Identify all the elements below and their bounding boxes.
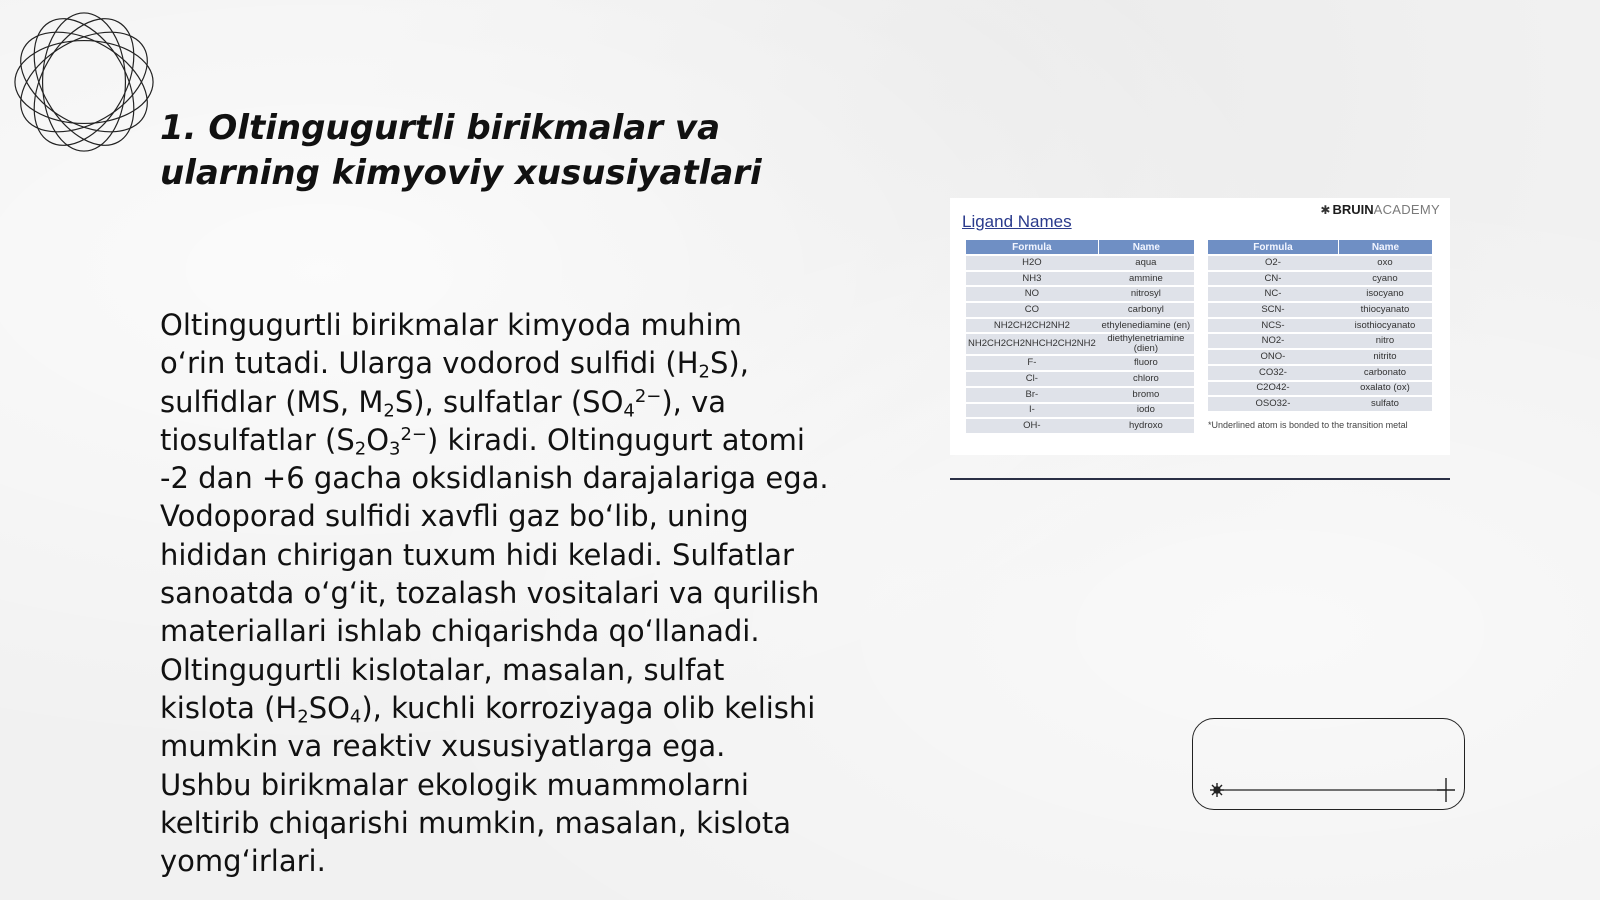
body-line: Ushbu birikmalar ekologik muammolarni xyxy=(160,767,749,802)
formula-cell: NH3 xyxy=(966,272,1098,286)
ligand-table-title: Ligand Names xyxy=(962,212,1072,231)
table-row xyxy=(966,419,1194,433)
ligand-name-cell: hydroxo xyxy=(1098,419,1194,433)
formula-cell: C2O42- xyxy=(1208,382,1338,396)
ligand-name-cell: isocyano xyxy=(1338,287,1432,301)
ligand-footnote: *Underlined atom is bonded to the transition metal xyxy=(1208,420,1408,430)
body-line: tiosulfatlar $(S_2O_3^{2-})$ kiradi. Oltingugurt atomi xyxy=(160,422,805,460)
sun-icon xyxy=(1210,783,1224,797)
brand-logo: ✱ BRUINACADEMY xyxy=(1320,202,1440,217)
table-row xyxy=(1208,350,1432,364)
body-line: sulfidlar (MS, $M_2S$), sulfatlar $(SO_4^{2-})$, va xyxy=(160,384,727,422)
body-line: Oltingugurtli kislotalar, masalan, sulfat xyxy=(160,652,725,687)
column-header-name: Name xyxy=(1098,240,1194,254)
slide-title xyxy=(160,106,800,196)
formula-cell: NCS- xyxy=(1208,319,1338,333)
body-paragraph xyxy=(160,306,850,880)
ligand-name-cell: thiocyanato xyxy=(1338,303,1432,317)
ligand-name-cell: aqua xyxy=(1098,256,1194,270)
formula-cell: CO32- xyxy=(1208,366,1338,380)
column-header-name: Name xyxy=(1338,240,1432,254)
ligand-name-cell: ammine xyxy=(1098,272,1194,286)
ligand-name-cell: cyano xyxy=(1338,272,1432,286)
title-line-1: 1. Oltingugurtli birikmalar va xyxy=(160,108,721,148)
ligand-table-right xyxy=(1208,238,1432,413)
column-header-formula: Formula xyxy=(1208,240,1338,254)
formula-cell: NO xyxy=(966,287,1098,301)
ligand-name-cell: iodo xyxy=(1098,404,1194,418)
table-row xyxy=(966,303,1194,317)
table-row xyxy=(966,372,1194,386)
column-header-formula: Formula xyxy=(966,240,1098,254)
formula-cell: NH2CH2CH2NHCH2CH2NH2 xyxy=(966,334,1098,354)
table-row xyxy=(1208,256,1432,270)
table-row xyxy=(966,334,1194,354)
table-row xyxy=(1208,319,1432,333)
circle-ornament-icon xyxy=(10,8,158,156)
formula-cell: NH2CH2CH2NH2 xyxy=(966,319,1098,333)
table-row xyxy=(966,388,1194,402)
ligand-names-image xyxy=(950,198,1450,455)
ligand-name-cell: carbonyl xyxy=(1098,303,1194,317)
body-line: keltirib chiqarishi mumkin, masalan, kislota xyxy=(160,805,791,840)
table-row xyxy=(966,356,1194,370)
title-line-2: ularning kimyoviy xususiyatlari xyxy=(160,153,762,193)
table-row xyxy=(966,256,1194,270)
formula-cell: Cl- xyxy=(966,372,1098,386)
ligand-name-cell: ethylenediamine (en) xyxy=(1098,319,1194,333)
ligand-name-cell: nitro xyxy=(1338,334,1432,348)
ligand-name-cell: diethylenetriamine (dien) xyxy=(1098,334,1194,354)
body-line: hididan chirigan tuxum hidi keladi. Sulfatlar xyxy=(160,537,794,572)
ligand-table-left xyxy=(966,238,1194,435)
table-row xyxy=(966,319,1194,333)
body-line: -2 dan +6 gacha oksidlanish darajalariga ega. xyxy=(160,461,829,496)
body-line: Vodoporad sulfidi xavfli gaz bo‘lib, uning xyxy=(160,499,749,534)
formula-cell: SCN- xyxy=(1208,303,1338,317)
table-row xyxy=(1208,382,1432,396)
body-line: mumkin va reaktiv xususiyatlarga ega. xyxy=(160,729,726,764)
ligand-name-cell: bromo xyxy=(1098,388,1194,402)
body-line: materiallari ishlab chiqarishda qo‘llanadi. xyxy=(160,614,760,649)
table-row xyxy=(966,287,1194,301)
table-row xyxy=(1208,397,1432,411)
formula-cell: ONO- xyxy=(1208,350,1338,364)
table-row xyxy=(1208,334,1432,348)
formula-cell: OH- xyxy=(966,419,1098,433)
body-line: Oltingugurtli birikmalar kimyoda muhim xyxy=(160,308,742,342)
formula-cell: I- xyxy=(966,404,1098,418)
table-row xyxy=(1208,287,1432,301)
formula-cell: O2- xyxy=(1208,256,1338,270)
table-row xyxy=(966,404,1194,418)
table-row xyxy=(1208,303,1432,317)
formula-cell: OSO32- xyxy=(1208,397,1338,411)
ligand-name-cell: nitrosyl xyxy=(1098,287,1194,301)
ligand-name-cell: isothiocyanato xyxy=(1338,319,1432,333)
divider-line xyxy=(950,478,1450,480)
body-line: sanoatda o‘g‘it, tozalash vositalari va qurilish xyxy=(160,576,820,611)
formula-cell: CN- xyxy=(1208,272,1338,286)
ligand-name-cell: sulfato xyxy=(1338,397,1432,411)
ligand-name-cell: oxo xyxy=(1338,256,1432,270)
body-line: kislota $(H_2SO_4)$, kuchli korroziyaga olib kelishi xyxy=(160,690,816,728)
formula-cell: NO2- xyxy=(1208,334,1338,348)
formula-cell: CO xyxy=(966,303,1098,317)
sparkle-icon xyxy=(1437,778,1455,802)
table-row xyxy=(1208,272,1432,286)
body-line: o‘rin tutadi. Ularga vodorod sulfidi $(H_2S)$, xyxy=(160,346,749,383)
decorative-rounded-box xyxy=(1192,718,1465,810)
formula-cell: F- xyxy=(966,356,1098,370)
body-line: yomg‘irlari. xyxy=(160,844,326,879)
ligand-name-cell: carbonato xyxy=(1338,366,1432,380)
formula-cell: H2O xyxy=(966,256,1098,270)
formula-cell: NC- xyxy=(1208,287,1338,301)
ligand-name-cell: nitrito xyxy=(1338,350,1432,364)
ligand-name-cell: fluoro xyxy=(1098,356,1194,370)
table-row xyxy=(966,272,1194,286)
paw-icon: ✱ xyxy=(1320,203,1331,217)
formula-cell: Br- xyxy=(966,388,1098,402)
ligand-name-cell: chloro xyxy=(1098,372,1194,386)
table-row xyxy=(1208,366,1432,380)
ligand-name-cell: oxalato (ox) xyxy=(1338,382,1432,396)
